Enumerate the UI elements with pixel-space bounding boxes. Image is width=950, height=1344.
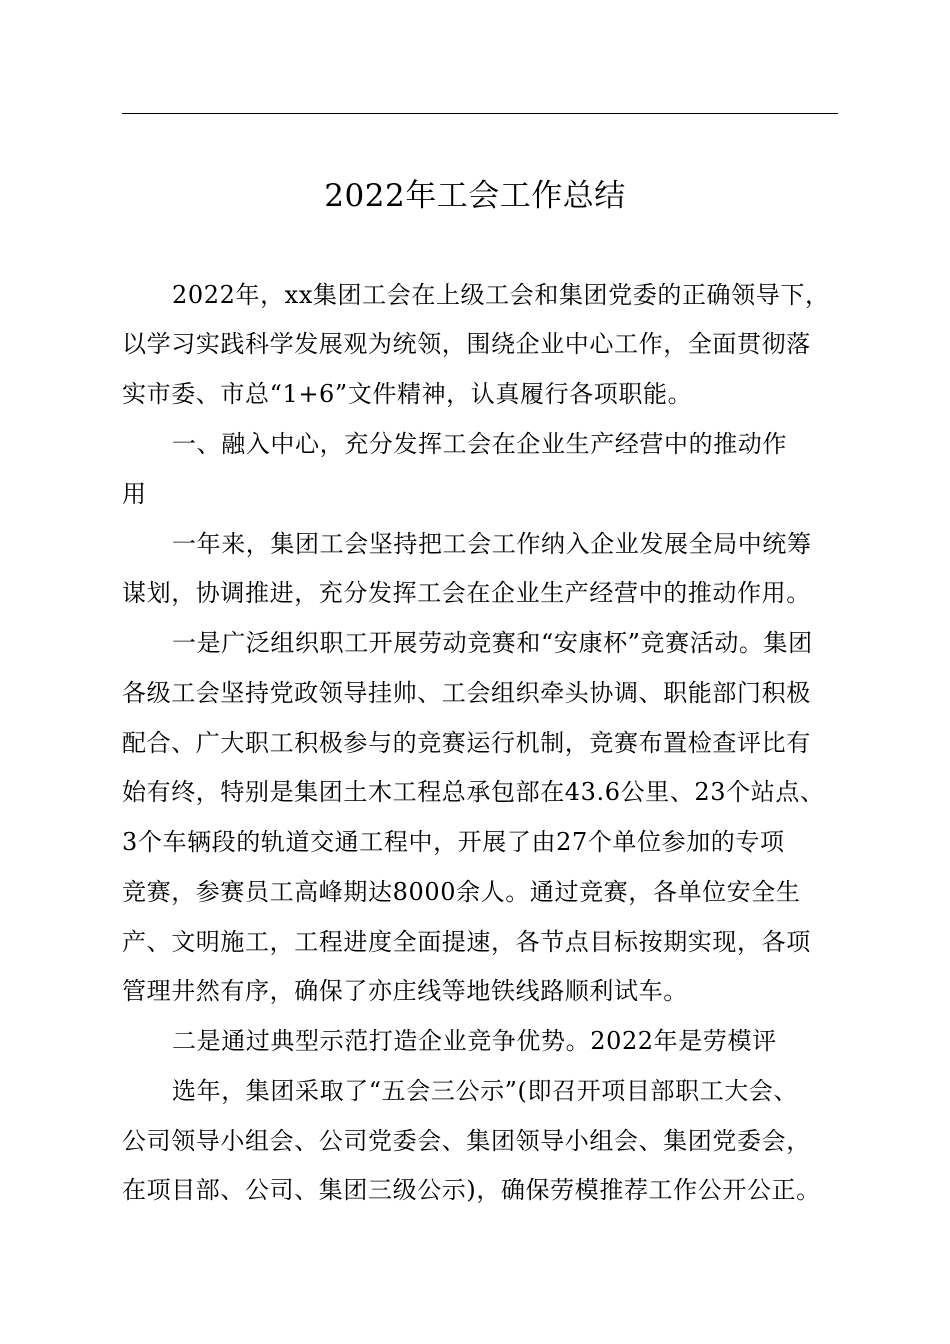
body-line: 一年来，集团工会坚持把工会工作纳入企业发展全局中统筹 bbox=[172, 530, 812, 558]
body-line: 管理井然有序，确保了亦庄线等地铁线路顺利试车。 bbox=[122, 977, 688, 1005]
body-line: 各级工会坚持党政领导挂帅、工会组织牵头协调、职能部门积极 bbox=[122, 679, 811, 707]
body-line: 一是广泛组织职工开展劳动竞赛和“安康杯”竞赛活动。集团 bbox=[172, 629, 813, 657]
body-line: 谋划，协调推进，充分发挥工会在企业生产经营中的推动作用。 bbox=[122, 579, 811, 607]
section-heading: 一、融入中心，充分发挥工会在企业生产经营中的推动作 bbox=[172, 430, 787, 458]
header-rule bbox=[122, 113, 838, 114]
body-line: 2022年，xx集团工会在上级工会和集团党委的正确领导下， bbox=[172, 281, 830, 309]
section-heading: 用 bbox=[122, 480, 147, 508]
body-line: 公司领导小组会、公司党委会、集团领导小组会、集团党委会， bbox=[122, 1127, 811, 1155]
body-line: 在项目部、公司、集团三级公示)，确保劳模推荐工作公开公正。 bbox=[122, 1176, 821, 1204]
body-line: 配合、广大职工积极参与的竞赛运行机制，竞赛布置检查评比有 bbox=[122, 729, 811, 757]
body-line: 竞赛，参赛员工高峰期达8000余人。通过竞赛，各单位安全生 bbox=[122, 878, 801, 906]
body-line: 实市委、市总“1+6”文件精神，认真履行各项职能。 bbox=[122, 380, 693, 408]
body-line: 二是通过典型示范打造企业竞争优势。2022年是劳模评 bbox=[172, 1027, 777, 1055]
body-line: 选年，集团采取了“五会三公示”(即召开项目部职工大会、 bbox=[172, 1077, 799, 1105]
body-line: 3个车辆段的轨道交通工程中，开展了由27个单位参加的专项 bbox=[122, 828, 785, 856]
body-line: 以学习实践科学发展观为统领，围绕企业中心工作，全面贯彻落 bbox=[122, 330, 811, 358]
body-line: 始有终，特别是集团土木工程总承包部在43.6公里、23个站点、 bbox=[122, 778, 825, 806]
body-line: 产、文明施工，工程进度全面提速，各节点目标按期实现，各项 bbox=[122, 928, 811, 956]
document-title: 2022年工会工作总结 bbox=[324, 178, 626, 214]
